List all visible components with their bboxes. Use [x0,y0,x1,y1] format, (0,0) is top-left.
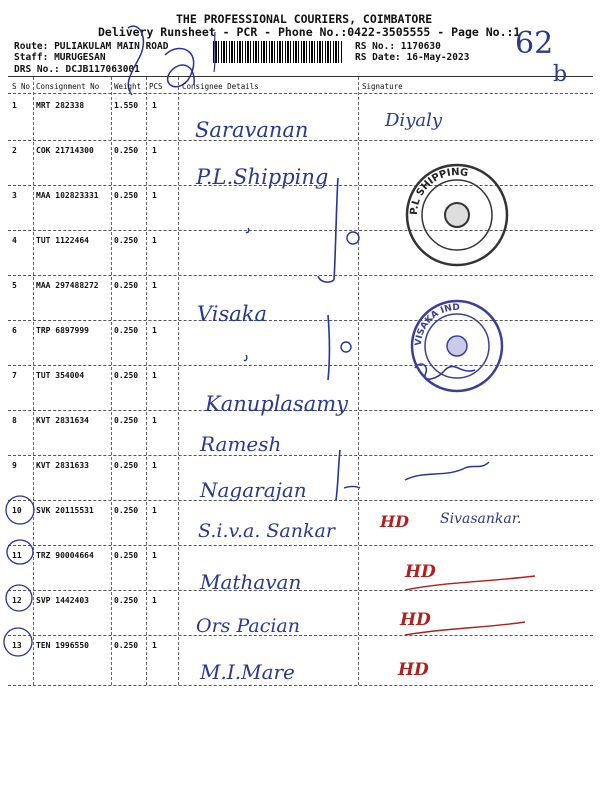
signature-entry: HD [400,610,431,630]
col-weight: Weight [114,82,142,91]
row-sno: 10 [12,506,22,515]
stamp-pl-shipping [402,160,512,270]
rs-date-label: RS Date: [355,52,401,63]
hw-name: Ramesh [200,432,282,456]
row-sno: 6 [12,326,17,335]
col-sno: S No [12,82,31,91]
col-consignee: Consignee Details [182,82,259,91]
row-consignment: MAA 297488272 [36,281,99,290]
row-weight: 0.250 [114,641,139,650]
row-consignment: TEN 1996550 [36,641,89,650]
row-sno: 13 [12,641,22,650]
rs-date-value: 16-May-2023 [406,52,470,63]
hw-name: Ors Pacian [196,615,300,637]
sno-circle-marks [2,490,62,670]
sheet-title: Delivery Runsheet - PCR - Phone No.:0422-3505555 - Page No.:1 [98,25,521,39]
row-weight: 0.250 [114,461,139,470]
hw-name: Kanuplasamy [205,392,349,416]
signature-entry: Sivasankar. [440,511,522,527]
row-sno: 3 [12,191,17,200]
row-sno: 12 [12,596,22,605]
hw-name: Visaka [197,302,268,326]
row-weight: 0.250 [114,281,139,290]
row-pcs: 1 [152,551,157,560]
signature-entry: HD [405,562,436,582]
row-sno: 8 [12,416,17,425]
row-pcs: 1 [152,461,157,470]
row-weight: 1.550 [114,101,139,110]
hw-name: P.L.Shipping [196,165,329,189]
row-consignment: MAA 102823331 [36,191,99,200]
rs-no-label: RS No.: [355,41,396,52]
col-pcs: PCS [149,82,163,91]
corner-note: 62 [515,26,554,61]
hw-name: Mathavan [200,570,302,594]
row-sno: 1 [12,101,17,110]
route-value: PULIAKULAM MAIN ROAD [54,41,169,52]
hw-name: M.I.Mare [200,660,295,684]
stamp-text: P.L SHIPPING [408,166,469,216]
row-weight: 0.250 [114,326,139,335]
row-pcs: 1 [152,596,157,605]
row-weight: 0.250 [114,371,139,380]
row-sno: 5 [12,281,17,290]
row-sno: 2 [12,146,17,155]
row-consignment: TUT 354004 [36,371,85,380]
row-sno: 4 [12,236,17,245]
row-pcs: 1 [152,281,157,290]
route-label: Route: [14,41,49,52]
row-consignment: COK 21714300 [36,146,94,155]
row-consignment: TUT 1122464 [36,236,89,245]
row-weight: 0.250 [114,191,139,200]
drs-value: DCJB117063001 [65,64,140,75]
row-consignment: KVT 2831634 [36,416,89,425]
row-weight: 0.250 [114,596,139,605]
row-pcs: 1 [152,641,157,650]
row-consignment: TRZ 90004664 [36,551,94,560]
corner-sub: b [553,62,568,87]
col-signature: Signature [362,82,403,91]
row-weight: 0.250 [114,146,139,155]
row-consignment: MRT 282338 [36,101,85,110]
row-weight: 0.250 [114,416,139,425]
row-pcs: 1 [152,416,157,425]
staff-value: MURUGESAN [54,52,106,63]
header-top-rule [8,76,593,77]
signature-entry: Diyaly [385,110,443,131]
company-title: THE PROFESSIONAL COURIERS, COIMBATORE [176,12,433,26]
col-consignment: Consignment No [36,82,100,91]
hw-name: Nagarajan [200,478,307,502]
staff-label: Staff: [14,52,49,63]
row-pcs: 1 [152,371,157,380]
rs-no-value: 1170630 [400,41,441,52]
signature-entry: HD [380,512,409,531]
row-pcs: 1 [152,191,157,200]
row-weight: 0.250 [114,236,139,245]
row-consignment: SVK 20115531 [36,506,94,515]
row-pcs: 1 [152,326,157,335]
row-consignment: KVT 2831633 [36,461,89,470]
col-divider [146,77,147,685]
row-pcs: 1 [152,236,157,245]
row-sno: 9 [12,461,17,470]
drs-label: DRS No.: [14,64,60,75]
row-consignment: TRP 6897999 [36,326,89,335]
row-pcs: 1 [152,506,157,515]
row-weight: 0.250 [114,506,139,515]
stamp-visaka [407,296,507,396]
signature-entry: HD [398,660,429,680]
row-sno: 11 [12,551,22,560]
row-weight: 0.250 [114,551,139,560]
hw-name: Saravanan [195,118,309,142]
hw-name: S.i.v.a. Sankar [198,520,335,542]
row-pcs: 1 [152,101,157,110]
col-divider [111,77,112,685]
row-sno: 7 [12,371,17,380]
stamp-text: VISAKA IND [413,302,460,347]
row-pcs: 1 [152,146,157,155]
row-consignment: SVP 1442403 [36,596,89,605]
